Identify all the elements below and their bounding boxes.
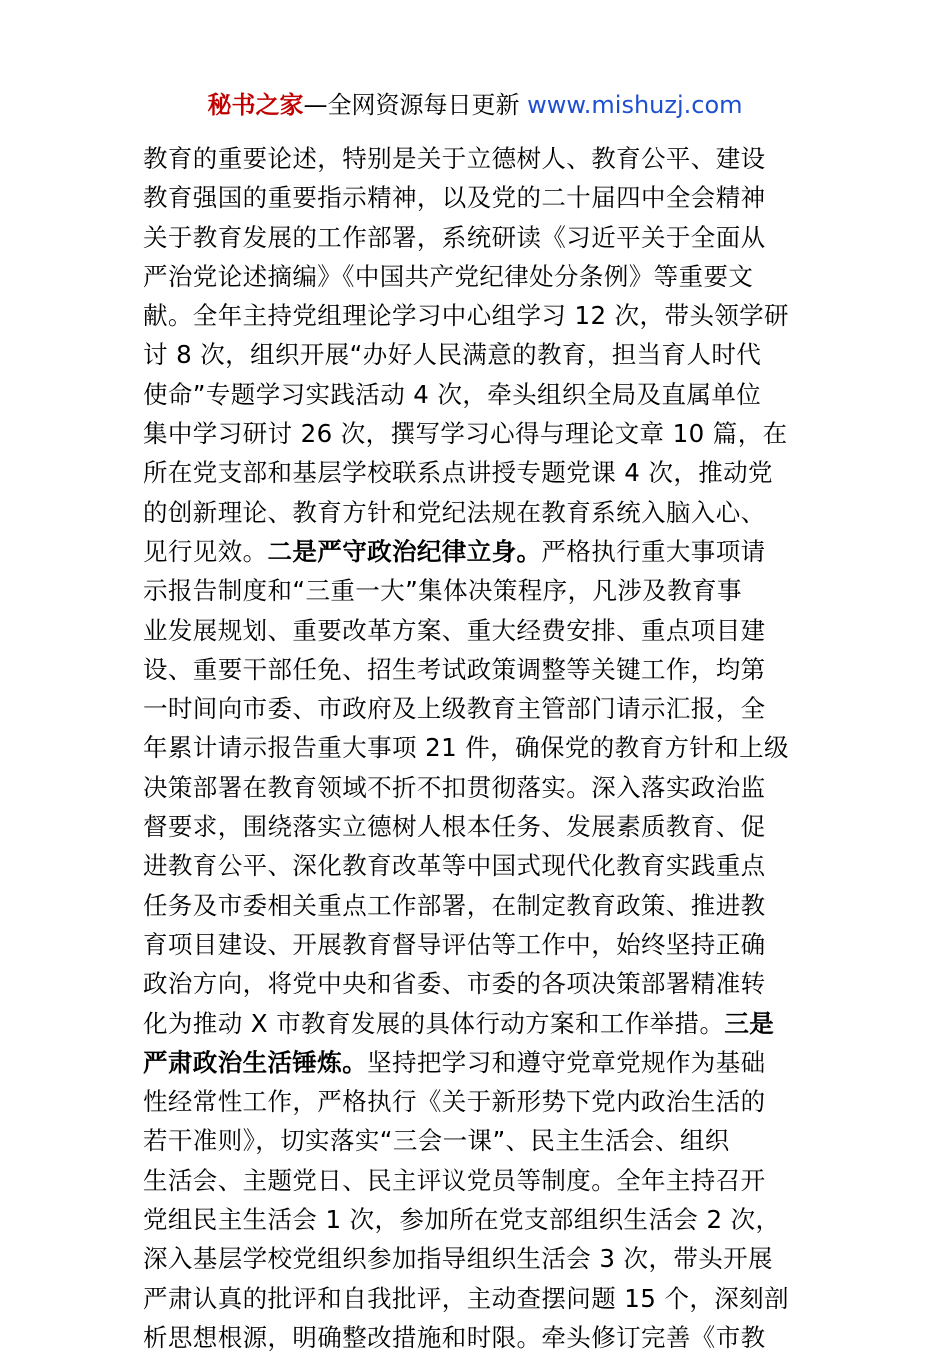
text-line	[143, 807, 823, 846]
brand-name: 秘书之家	[207, 91, 304, 119]
text-line	[143, 257, 823, 296]
line-text: 严肃认真的批评和自我批评，主动查摆问题 15 个，深刻剖	[143, 1283, 789, 1313]
text-line	[143, 571, 823, 610]
text-line	[143, 1004, 823, 1043]
line-text: 若干准则》，切实落实“三会一课”、民主生活会、组织	[143, 1126, 730, 1156]
line-text: 督要求，围绕落实立德树人根本任务、发展素质教育、促	[143, 812, 766, 842]
line-text: 任务及市委相关重点工作部署，在制定教育政策、推进教	[143, 890, 766, 920]
text-line	[143, 218, 823, 257]
bold-heading-text: 严肃政治生活锤炼。	[143, 1047, 368, 1077]
text-line	[143, 1239, 823, 1278]
line-text: 示报告制度和“三重一大”集体决策程序，凡涉及教育事	[143, 576, 742, 606]
line-text: 所在党支部和基层学校联系点讲授专题党课 4 次，推动党	[143, 458, 773, 488]
text-line	[143, 728, 823, 767]
text-line	[143, 414, 823, 453]
text-line	[143, 886, 823, 925]
text-line	[143, 532, 823, 571]
line-text: 党组民主生活会 1 次，参加所在党支部组织生活会 2 次，	[143, 1205, 781, 1235]
line-text: 讨 8 次，组织开展“办好人民满意的教育，担当育人时代	[143, 340, 762, 370]
text-line	[143, 1318, 823, 1357]
document-body	[143, 139, 823, 1357]
text-line	[143, 1082, 823, 1121]
line-text: 严治党论述摘编》《中国共产党纪律处分条例》等重要文	[143, 261, 754, 291]
line-text: 的创新理论、教育方针和党纪法规在教育系统入脑入心、	[143, 497, 766, 527]
header-tagline: —全网资源每日更新	[303, 91, 520, 119]
line-text: 坚持把学习和遵守党章党规作为基础	[367, 1047, 766, 1077]
text-line	[143, 846, 823, 885]
line-text: 严格执行重大事项请	[541, 536, 766, 566]
text-line	[143, 375, 823, 414]
line-text: 设、重要干部任免、招生考试政策调整等关键工作，均第	[143, 654, 766, 684]
text-line	[143, 964, 823, 1003]
text-line	[143, 1279, 823, 1318]
line-text: 生活会、主题党日、民主评议党员等制度。全年主持召开	[143, 1165, 766, 1195]
line-text: 深入基层学校党组织参加指导组织生活会 3 次，带头开展	[143, 1244, 773, 1274]
text-line	[143, 1200, 823, 1239]
line-text: 使命”专题学习实践活动 4 次，牵头组织全局及直属单位	[143, 379, 762, 409]
line-text: 政治方向，将党中央和省委、市委的各项决策部署精准转	[143, 969, 766, 999]
line-text: 年累计请示报告重大事项 21 件，确保党的教育方针和上级	[143, 733, 789, 763]
text-line	[143, 689, 823, 728]
text-line	[143, 768, 823, 807]
line-text: 集中学习研讨 26 次，撰写学习心得与理论文章 10 篇，在	[143, 419, 788, 449]
text-line	[143, 925, 823, 964]
line-text: 性经常性工作，严格执行《关于新形势下党内政治生活的	[143, 1087, 766, 1117]
bold-heading-text: 三是	[724, 1008, 775, 1038]
text-line	[143, 650, 823, 689]
text-line	[143, 1121, 823, 1160]
line-text: 育项目建设、开展教育督导评估等工作中，始终坚持正确	[143, 929, 766, 959]
site-url-link[interactable]: www.mishuzj.com	[527, 91, 743, 119]
text-line	[143, 139, 823, 178]
bold-heading-text: 二是严守政治纪律立身。	[267, 536, 542, 566]
text-line	[143, 296, 823, 335]
text-line	[143, 178, 823, 217]
line-text: 进教育公平、深化教育改革等中国式现代化教育实践重点	[143, 851, 766, 881]
line-text: 教育强国的重要指示精神，以及党的二十届四中全会精神	[143, 183, 766, 213]
text-line	[143, 493, 823, 532]
line-text: 析思想根源，明确整改措施和时限。牵头修订完善《市教	[143, 1322, 766, 1352]
line-text: 决策部署在教育领域不折不扣贯彻落实。深入落实政治监	[143, 772, 766, 802]
line-text: 业发展规划、重要改革方案、重大经费安排、重点项目建	[143, 615, 766, 645]
text-line	[143, 335, 823, 374]
line-text: 化为推动 X 市教育发展的具体行动方案和工作举措。	[143, 1008, 725, 1038]
text-line	[143, 611, 823, 650]
text-line	[143, 1161, 823, 1200]
line-text: 教育的重要论述，特别是关于立德树人、教育公平、建设	[143, 144, 766, 173]
line-text: 献。全年主持党组理论学习中心组学习 12 次，带头领学研	[143, 301, 789, 331]
text-line	[143, 1043, 823, 1082]
text-line	[143, 453, 823, 492]
line-text: 一时间向市委、市政府及上级教育主管部门请示汇报，全	[143, 694, 766, 724]
page-header	[0, 89, 950, 121]
line-text: 见行见效。	[143, 536, 268, 566]
line-text: 关于教育发展的工作部署，系统研读《习近平关于全面从	[143, 222, 766, 252]
